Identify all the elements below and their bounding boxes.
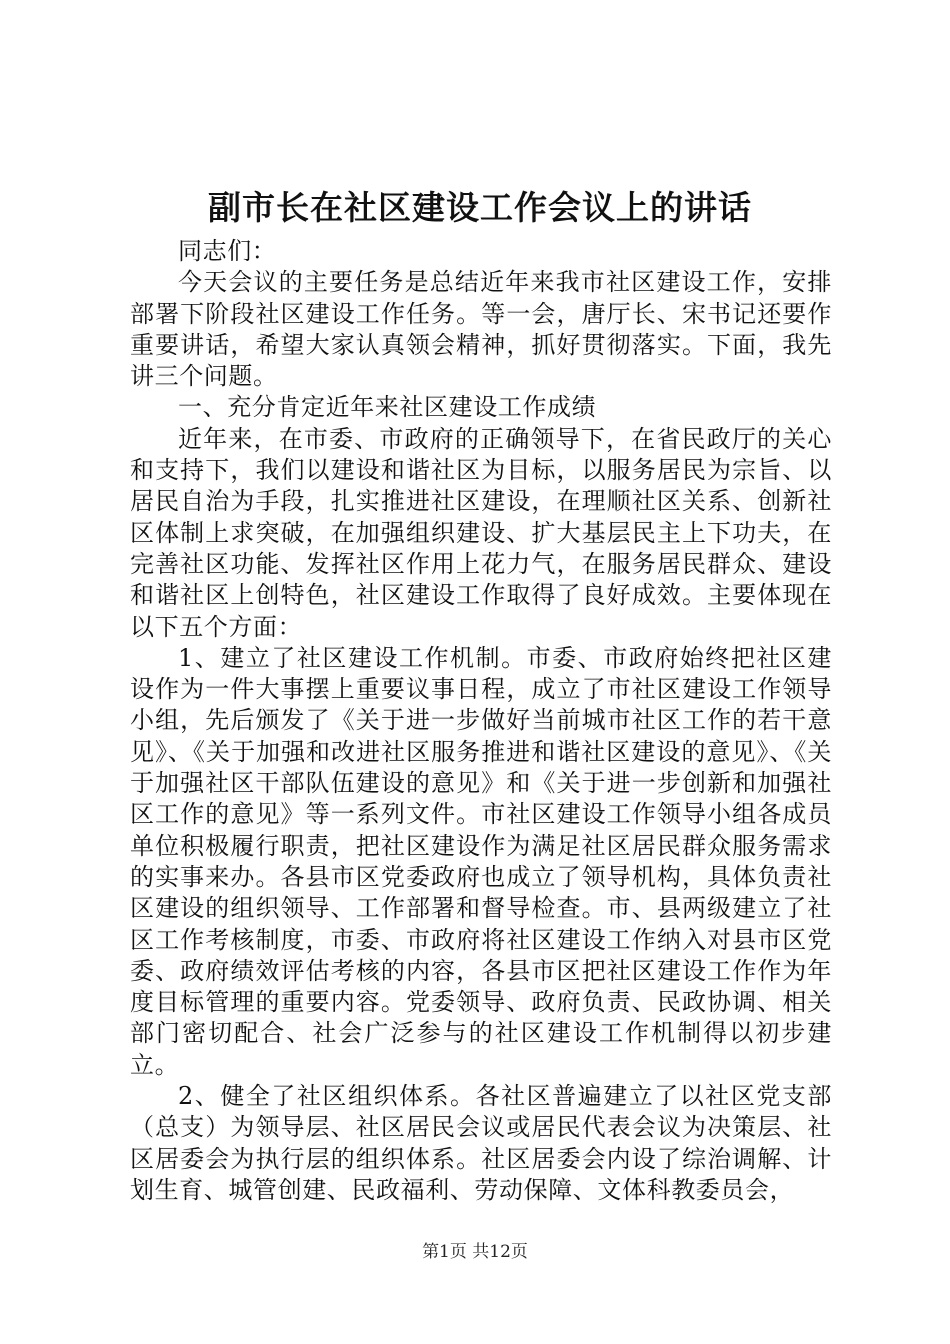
- salutation: 同志们：: [178, 237, 277, 265]
- document-title: 副市长在社区建设工作会议上的讲话: [208, 188, 752, 227]
- page-footer: 第1页 共12页: [422, 1242, 528, 1262]
- body-paragraph: 近年来，在市委、市政府的正确领导下，在省民政厅的关心和支持下，我们以建设和谐社区为目标，以服务居民为宗旨、以居民自治为手段，扎实推进社区建设，在理顺社区关系、创新社区体制上求突破，在加强组织建设、扩大基层民主上下功夫，在完善社区功能、发挥社区作用上花力气，在服务居民群众、建设和谐社区上创特色，社区建设工作取得了良好成效。主要体现在以下五个方面：: [130, 424, 832, 641]
- section-heading: 一、充分肯定近年来社区建设工作成绩: [178, 393, 597, 422]
- body-paragraph: 2、健全了社区组织体系。各社区普遍建立了以社区党支部（总支）为领导层、社区居民会议或居民代表会议为决策层、社区居委会为执行层的组织体系。社区居委会内设了综治调解、计划生育、城管创建、民政福利、劳动保障、文体科教委员会，: [130, 1082, 832, 1204]
- body-paragraph: 1、建立了社区建设工作机制。市委、市政府始终把社区建设作为一件大事摆上重要议事日程，成立了市社区建设工作领导小组，先后颁发了《关于进一步做好当前城市社区工作的若干意见》、《关于加强和改进社区服务推进和谐社区建设的意见》、《关于加强社区干部队伍建设的意见》和《关于进一步创新和加强社区工作的意见》等一系列文件。市社区建设工作领导小组各成员单位积极履行职责，把社区建设作为满足社区居民群众服务需求的实事来办。各县市区党委政府也成立了领导机构，具体负责社区建设的组织领导、工作部署和督导检查。市、县两级建立了社区工作考核制度，市委、市政府将社区建设工作纳入对县市区党委、政府绩效评估考核的内容，各县市区把社区建设工作作为年度目标管理的重要内容。党委领导、政府负责、民政协调、相关部门密切配合、社会广泛参与的社区建设工作机制得以初步建立。: [130, 643, 832, 1079]
- body-paragraph: 今天会议的主要任务是总结近年来我市社区建设工作，安排部署下阶段社区建设工作任务。等一会，唐厅长、宋书记还要作重要讲话，希望大家认真领会精神，抓好贯彻落实。下面，我先讲三个问题。: [130, 268, 832, 391]
- document-body: [130, 236, 832, 1206]
